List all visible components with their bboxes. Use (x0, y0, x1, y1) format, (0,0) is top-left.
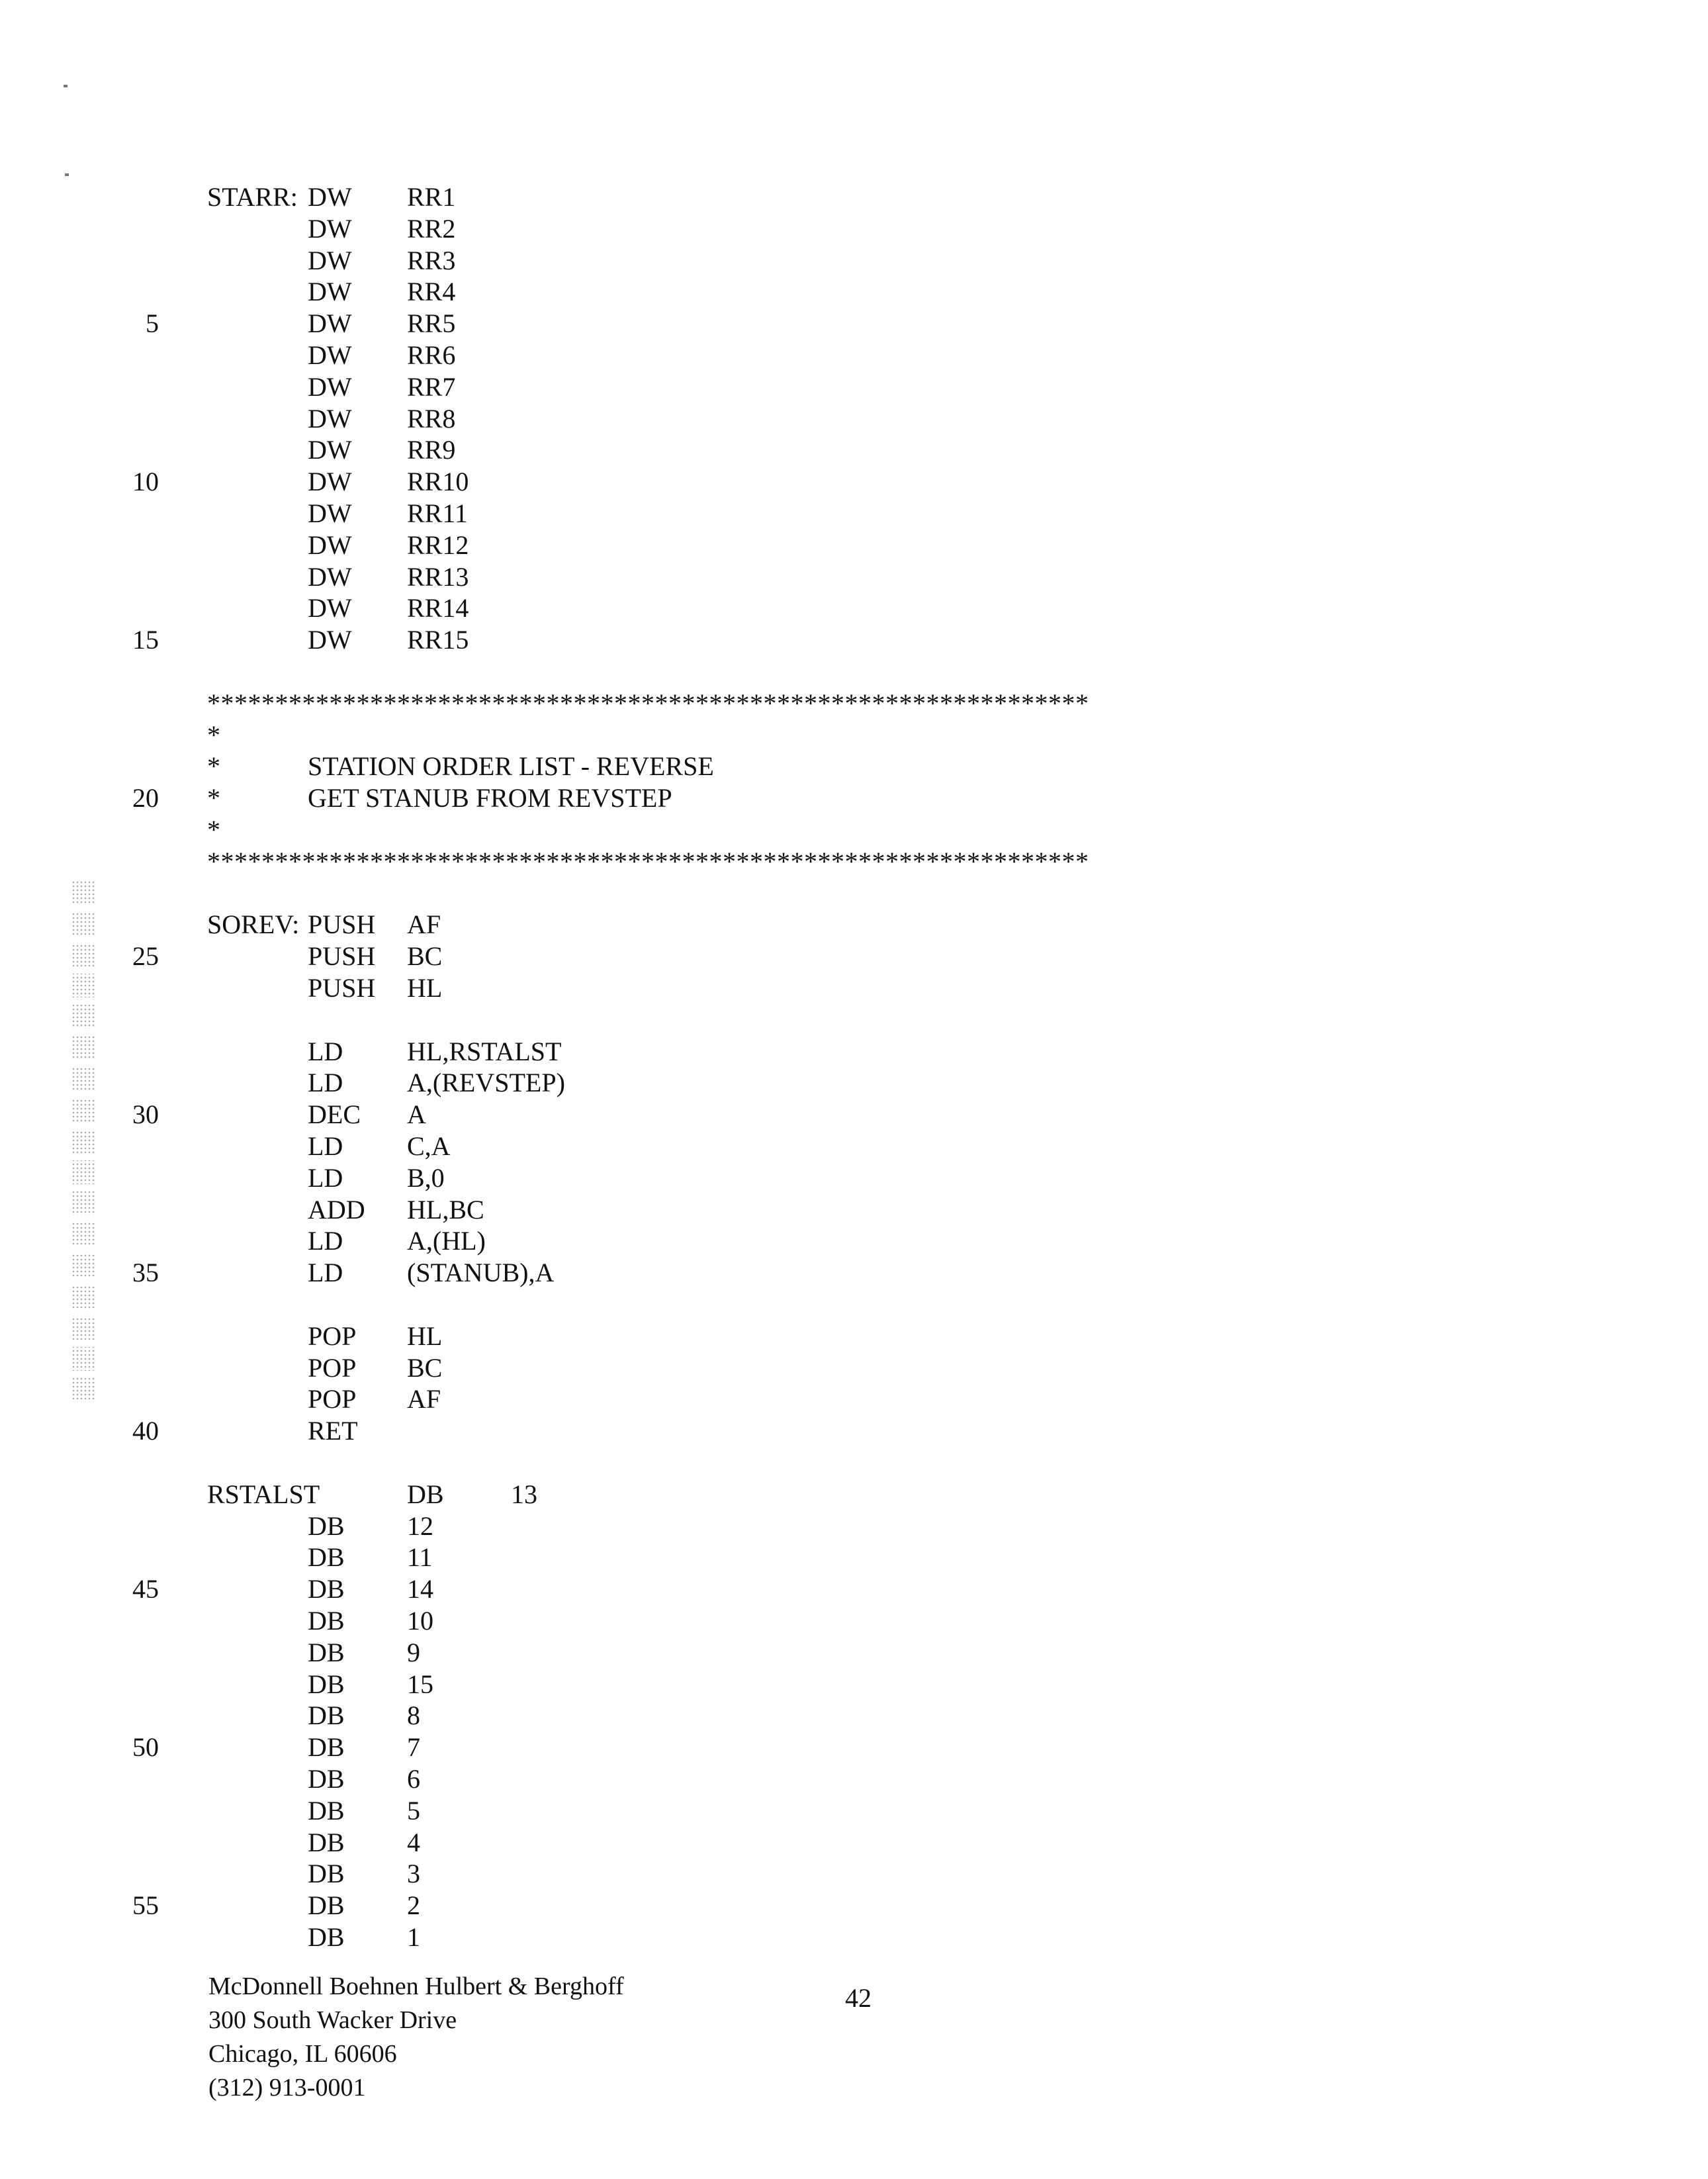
code-field-c3: 15 (407, 1669, 433, 1700)
code-field-c1: * (207, 782, 220, 814)
code-field-c3: HL (407, 972, 442, 1004)
code-field-c3: RR6 (407, 340, 455, 371)
code-field-c2: LD (308, 1257, 343, 1289)
code-field-c2: DB (308, 1510, 345, 1542)
code-field-c3: C,A (407, 1131, 451, 1162)
code-field-c2: DW (308, 245, 352, 277)
scan-speck (65, 173, 69, 176)
line-number: 35 (99, 1257, 159, 1289)
code-field-c2: RET (308, 1415, 358, 1447)
code-field-c2: DW (308, 498, 352, 530)
code-field-c2: DB (308, 1573, 345, 1605)
code-field-c2: DB (308, 1890, 345, 1922)
code-field-c2: DB (308, 1732, 345, 1763)
line-number: 5 (99, 308, 159, 340)
code-field-c2: ADD (308, 1194, 365, 1226)
code-field-c3: BC (407, 1352, 442, 1384)
code-field-c3: RR12 (407, 530, 469, 561)
code-field-c2: DW (308, 181, 352, 213)
code-field-c2: LD (308, 1162, 343, 1194)
code-field-c2: POP (308, 1383, 356, 1415)
code-field-c3: RR3 (407, 245, 455, 277)
firm-street: 300 South Wacker Drive (208, 2004, 624, 2037)
line-number: 40 (99, 1415, 159, 1447)
code-field-c2: DW (308, 213, 352, 245)
code-field-c3: 14 (407, 1573, 433, 1605)
code-field-c3: A,(REVSTEP) (407, 1067, 565, 1099)
code-field-c1: RSTALST (207, 1479, 320, 1510)
code-field-c3: 10 (407, 1605, 433, 1637)
code-field-c2: DW (308, 466, 352, 498)
code-field-c3: B,0 (407, 1162, 445, 1194)
code-field-c2: DB (308, 1922, 345, 1953)
code-field-c3: 11 (407, 1542, 433, 1573)
code-field-c2: PUSH (308, 909, 375, 941)
code-field-c2: DW (308, 371, 352, 403)
code-field-c1: * (207, 719, 220, 751)
code-field-c2: STATION ORDER LIST - REVERSE (308, 751, 714, 782)
code-field-c3: 3 (407, 1858, 420, 1890)
line-number: 55 (99, 1890, 159, 1922)
code-field-c4: 13 (511, 1479, 537, 1510)
code-field-c3: BC (407, 941, 442, 972)
code-field-c3: RR10 (407, 466, 469, 498)
code-field-c3: 7 (407, 1732, 420, 1763)
code-field-c3: RR5 (407, 308, 455, 340)
code-field-c3: DB (407, 1479, 444, 1510)
code-field-c3: 5 (407, 1795, 420, 1827)
code-field-c2: LD (308, 1036, 343, 1068)
code-field-c1: * (207, 751, 220, 782)
line-number: 45 (99, 1573, 159, 1605)
code-field-c3: RR2 (407, 213, 455, 245)
code-field-c3: HL,BC (407, 1194, 484, 1226)
comment-rule: ***************************************************************** (207, 846, 1089, 878)
comment-rule: ***************************************************************** (207, 688, 1089, 719)
code-field-c3: RR7 (407, 371, 455, 403)
code-field-c2: POP (308, 1352, 356, 1384)
code-field-c2: DB (308, 1542, 345, 1573)
code-field-c3: RR9 (407, 434, 455, 466)
firm-address-block (208, 1970, 624, 2105)
line-number: 15 (99, 624, 159, 656)
code-field-c2: DB (308, 1827, 345, 1859)
code-field-c3: RR1 (407, 181, 455, 213)
code-field-c3: 1 (407, 1922, 420, 1953)
code-field-c2: DW (308, 434, 352, 466)
code-field-c2: DEC (308, 1099, 361, 1131)
code-field-c3: RR8 (407, 403, 455, 435)
code-field-c2: POP (308, 1321, 356, 1352)
code-field-c2: PUSH (308, 972, 375, 1004)
code-field-c3: RR11 (407, 498, 468, 530)
code-field-c2: DW (308, 624, 352, 656)
code-field-c1: SOREV: (207, 909, 299, 941)
code-field-c2: DB (308, 1795, 345, 1827)
code-field-c1: * (207, 814, 220, 846)
line-number: 30 (99, 1099, 159, 1131)
code-field-c3: 8 (407, 1700, 420, 1732)
code-field-c3: RR4 (407, 276, 455, 308)
code-field-c3: 9 (407, 1637, 420, 1669)
code-field-c2: GET STANUB FROM REVSTEP (308, 782, 672, 814)
firm-phone: (312) 913-0001 (208, 2071, 624, 2105)
code-field-c3: 6 (407, 1763, 420, 1795)
code-field-c2: DW (308, 308, 352, 340)
code-field-c2: PUSH (308, 941, 375, 972)
code-field-c3: AF (407, 1383, 441, 1415)
code-field-c2: DW (308, 592, 352, 624)
code-field-c2: DW (308, 340, 352, 371)
code-field-c2: DB (308, 1700, 345, 1732)
code-field-c2: DB (308, 1858, 345, 1890)
code-field-c2: DB (308, 1763, 345, 1795)
code-field-c1: STARR: (207, 181, 298, 213)
page-number: 42 (845, 1982, 872, 2014)
code-field-c3: AF (407, 909, 441, 941)
code-field-c2: DB (308, 1669, 345, 1700)
line-number: 20 (99, 782, 159, 814)
line-number: 10 (99, 466, 159, 498)
firm-city: Chicago, IL 60606 (208, 2037, 624, 2071)
firm-name: McDonnell Boehnen Hulbert & Berghoff (208, 1970, 624, 2004)
code-field-c3: RR13 (407, 561, 469, 593)
line-number: 50 (99, 1732, 159, 1763)
code-field-c2: LD (308, 1225, 343, 1257)
line-number: 25 (99, 941, 159, 972)
code-field-c3: A (407, 1099, 426, 1131)
code-field-c3: A,(HL) (407, 1225, 486, 1257)
vertical-serial-stamp (71, 880, 95, 1403)
code-field-c2: LD (308, 1131, 343, 1162)
code-field-c3: HL,RSTALST (407, 1036, 561, 1068)
code-field-c2: DB (308, 1605, 345, 1637)
code-field-c3: HL (407, 1321, 442, 1352)
code-field-c2: DW (308, 561, 352, 593)
code-field-c2: DB (308, 1637, 345, 1669)
code-field-c3: RR15 (407, 624, 469, 656)
code-field-c2: DW (308, 403, 352, 435)
scan-speck (64, 85, 67, 87)
code-field-c2: LD (308, 1067, 343, 1099)
code-field-c3: (STANUB),A (407, 1257, 554, 1289)
code-field-c3: RR14 (407, 592, 469, 624)
code-field-c3: 12 (407, 1510, 433, 1542)
code-field-c2: DW (308, 530, 352, 561)
code-field-c3: 4 (407, 1827, 420, 1859)
code-field-c2: DW (308, 276, 352, 308)
code-field-c3: 2 (407, 1890, 420, 1922)
